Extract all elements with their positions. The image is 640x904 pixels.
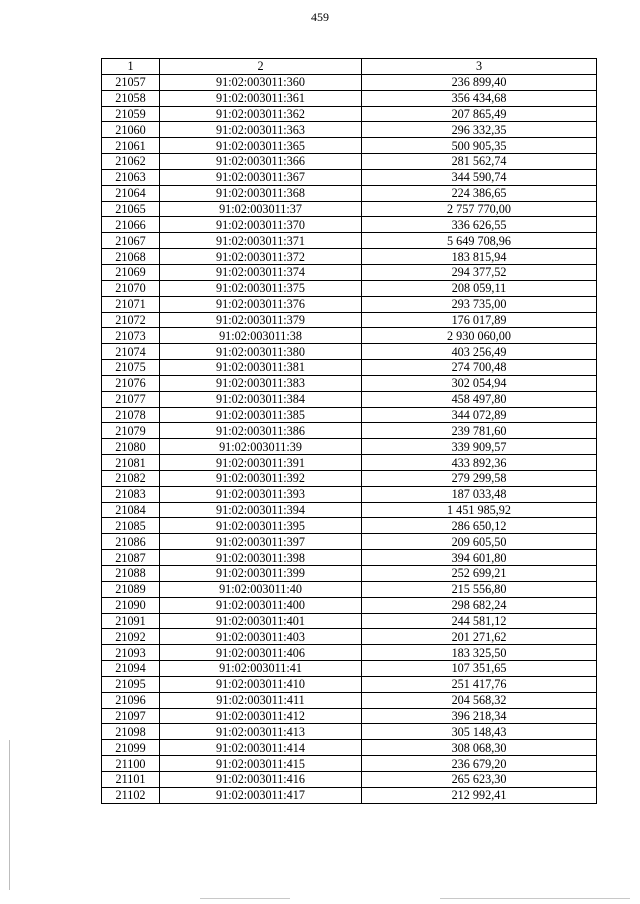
cadastral-value-cell: 215 556,80: [362, 581, 597, 597]
table-row: [102, 534, 597, 550]
table-row: [102, 249, 597, 265]
cadastral-value-cell: 207 865,49: [362, 106, 597, 122]
table-row: [102, 360, 597, 376]
cadastral-number-cell: 91:02:003011:383: [160, 375, 362, 391]
cadastral-number-cell: 91:02:003011:37: [160, 201, 362, 217]
row-number-cell: 21091: [102, 613, 160, 629]
cadastral-value-cell: 208 059,11: [362, 280, 597, 296]
cadastral-number-cell: 91:02:003011:380: [160, 344, 362, 360]
cadastral-number-cell: 91:02:003011:413: [160, 724, 362, 740]
cadastral-value-cell: 2 930 060,00: [362, 328, 597, 344]
row-number-cell: 21096: [102, 692, 160, 708]
cadastral-number-cell: 91:02:003011:386: [160, 423, 362, 439]
table-row: [102, 138, 597, 154]
row-number-cell: 21071: [102, 296, 160, 312]
cadastral-number-cell: 91:02:003011:381: [160, 360, 362, 376]
table-row: [102, 708, 597, 724]
cadastral-value-cell: 251 417,76: [362, 676, 597, 692]
cadastral-number-cell: 91:02:003011:363: [160, 122, 362, 138]
cadastral-value-cell: 294 377,52: [362, 264, 597, 280]
cadastral-value-cell: 183 815,94: [362, 249, 597, 265]
cadastral-value-cell: 236 899,40: [362, 74, 597, 90]
cadastral-value-cell: 344 072,89: [362, 407, 597, 423]
table-row: [102, 169, 597, 185]
cadastral-number-cell: 91:02:003011:372: [160, 249, 362, 265]
row-number-cell: 21083: [102, 486, 160, 502]
table-row: [102, 740, 597, 756]
cadastral-value-cell: 209 605,50: [362, 534, 597, 550]
cadastral-value-cell: 298 682,24: [362, 597, 597, 613]
table-row: [102, 312, 597, 328]
column-header-2: 2: [160, 59, 362, 75]
table-row: [102, 756, 597, 772]
cadastral-value-cell: 201 271,62: [362, 629, 597, 645]
cadastral-value-cell: 396 218,34: [362, 708, 597, 724]
table-row: [102, 201, 597, 217]
cadastral-value-cell: 356 434,68: [362, 90, 597, 106]
cadastral-value-cell: 1 451 985,92: [362, 502, 597, 518]
cadastral-number-cell: 91:02:003011:362: [160, 106, 362, 122]
cadastral-number-cell: 91:02:003011:406: [160, 645, 362, 661]
row-number-cell: 21084: [102, 502, 160, 518]
row-number-cell: 21077: [102, 391, 160, 407]
cadastral-value-table: [101, 58, 597, 804]
cadastral-value-cell: 252 699,21: [362, 566, 597, 582]
cadastral-value-cell: 5 649 708,96: [362, 233, 597, 249]
table-row: [102, 106, 597, 122]
row-number-cell: 21101: [102, 771, 160, 787]
table-row: [102, 692, 597, 708]
cadastral-value-cell: 433 892,36: [362, 455, 597, 471]
cadastral-number-cell: 91:02:003011:38: [160, 328, 362, 344]
table-row: [102, 217, 597, 233]
row-number-cell: 21067: [102, 233, 160, 249]
column-header-1: 1: [102, 59, 160, 75]
table-row: [102, 550, 597, 566]
table-row: [102, 470, 597, 486]
cadastral-number-cell: 91:02:003011:40: [160, 581, 362, 597]
table-row: [102, 90, 597, 106]
cadastral-value-cell: 296 332,35: [362, 122, 597, 138]
table-row: [102, 771, 597, 787]
cadastral-value-cell: 458 497,80: [362, 391, 597, 407]
row-number-cell: 21094: [102, 661, 160, 677]
cadastral-number-cell: 91:02:003011:361: [160, 90, 362, 106]
cadastral-number-cell: 91:02:003011:368: [160, 185, 362, 201]
cadastral-value-cell: 403 256,49: [362, 344, 597, 360]
cadastral-number-cell: 91:02:003011:375: [160, 280, 362, 296]
table-row: [102, 518, 597, 534]
cadastral-value-cell: 281 562,74: [362, 154, 597, 170]
cadastral-number-cell: 91:02:003011:394: [160, 502, 362, 518]
cadastral-value-cell: 336 626,55: [362, 217, 597, 233]
row-number-cell: 21070: [102, 280, 160, 296]
row-number-cell: 21090: [102, 597, 160, 613]
row-number-cell: 21068: [102, 249, 160, 265]
cadastral-number-cell: 91:02:003011:385: [160, 407, 362, 423]
row-number-cell: 21063: [102, 169, 160, 185]
row-number-cell: 21085: [102, 518, 160, 534]
cadastral-value-cell: 244 581,12: [362, 613, 597, 629]
cadastral-value-cell: 274 700,48: [362, 360, 597, 376]
row-number-cell: 21081: [102, 455, 160, 471]
page-number: 459: [311, 10, 329, 24]
cadastral-number-cell: 91:02:003011:411: [160, 692, 362, 708]
scan-edge-mark: [9, 740, 10, 890]
table-row: [102, 375, 597, 391]
cadastral-value-cell: 344 590,74: [362, 169, 597, 185]
table-row: [102, 328, 597, 344]
row-number-cell: 21065: [102, 201, 160, 217]
cadastral-number-cell: 91:02:003011:360: [160, 74, 362, 90]
row-number-cell: 21058: [102, 90, 160, 106]
cadastral-value-cell: 2 757 770,00: [362, 201, 597, 217]
row-number-cell: 21080: [102, 439, 160, 455]
row-number-cell: 21095: [102, 676, 160, 692]
table-row: [102, 407, 597, 423]
row-number-cell: 21079: [102, 423, 160, 439]
cadastral-number-cell: 91:02:003011:367: [160, 169, 362, 185]
cadastral-number-cell: 91:02:003011:399: [160, 566, 362, 582]
row-number-cell: 21072: [102, 312, 160, 328]
cadastral-number-cell: 91:02:003011:398: [160, 550, 362, 566]
cadastral-number-cell: 91:02:003011:414: [160, 740, 362, 756]
cadastral-number-cell: 91:02:003011:400: [160, 597, 362, 613]
cadastral-number-cell: 91:02:003011:365: [160, 138, 362, 154]
table-row: [102, 724, 597, 740]
row-number-cell: 21073: [102, 328, 160, 344]
cadastral-value-cell: 187 033,48: [362, 486, 597, 502]
table-row: [102, 566, 597, 582]
table-row: [102, 486, 597, 502]
cadastral-value-cell: 176 017,89: [362, 312, 597, 328]
row-number-cell: 21069: [102, 264, 160, 280]
table-row: [102, 264, 597, 280]
table-row: [102, 581, 597, 597]
cadastral-value-cell: 279 299,58: [362, 470, 597, 486]
cadastral-number-cell: 91:02:003011:384: [160, 391, 362, 407]
row-number-cell: 21097: [102, 708, 160, 724]
row-number-cell: 21089: [102, 581, 160, 597]
cadastral-number-cell: 91:02:003011:412: [160, 708, 362, 724]
column-header-3: 3: [362, 59, 597, 75]
cadastral-number-cell: 91:02:003011:417: [160, 787, 362, 803]
cadastral-number-cell: 91:02:003011:376: [160, 296, 362, 312]
row-number-cell: 21060: [102, 122, 160, 138]
cadastral-value-cell: 212 992,41: [362, 787, 597, 803]
table-row: [102, 502, 597, 518]
table-row: [102, 613, 597, 629]
scan-bottom-rule: [440, 898, 630, 899]
cadastral-number-cell: 91:02:003011:416: [160, 771, 362, 787]
table-row: [102, 676, 597, 692]
cadastral-number-cell: 91:02:003011:371: [160, 233, 362, 249]
cadastral-number-cell: 91:02:003011:397: [160, 534, 362, 550]
row-number-cell: 21057: [102, 74, 160, 90]
table-row: [102, 280, 597, 296]
cadastral-number-cell: 91:02:003011:374: [160, 264, 362, 280]
cadastral-number-cell: 91:02:003011:366: [160, 154, 362, 170]
row-number-cell: 21075: [102, 360, 160, 376]
cadastral-value-cell: 239 781,60: [362, 423, 597, 439]
table-row: [102, 597, 597, 613]
row-number-cell: 21082: [102, 470, 160, 486]
table-row: [102, 661, 597, 677]
cadastral-value-cell: 107 351,65: [362, 661, 597, 677]
row-number-cell: 21061: [102, 138, 160, 154]
table-row: [102, 629, 597, 645]
table-row: [102, 185, 597, 201]
cadastral-number-cell: 91:02:003011:379: [160, 312, 362, 328]
cadastral-number-cell: 91:02:003011:415: [160, 756, 362, 772]
row-number-cell: 21099: [102, 740, 160, 756]
cadastral-value-cell: 224 386,65: [362, 185, 597, 201]
table-row: [102, 154, 597, 170]
cadastral-number-cell: 91:02:003011:391: [160, 455, 362, 471]
cadastral-number-cell: 91:02:003011:403: [160, 629, 362, 645]
table-row: [102, 296, 597, 312]
table-header-row: [102, 59, 597, 75]
cadastral-number-cell: 91:02:003011:39: [160, 439, 362, 455]
table-row: [102, 455, 597, 471]
cadastral-number-cell: 91:02:003011:41: [160, 661, 362, 677]
table-row: [102, 423, 597, 439]
table-row: [102, 787, 597, 803]
table-row: [102, 439, 597, 455]
cadastral-number-cell: 91:02:003011:370: [160, 217, 362, 233]
table-row: [102, 233, 597, 249]
table-row: [102, 344, 597, 360]
cadastral-number-cell: 91:02:003011:395: [160, 518, 362, 534]
cadastral-value-cell: 500 905,35: [362, 138, 597, 154]
row-number-cell: 21087: [102, 550, 160, 566]
cadastral-value-cell: 293 735,00: [362, 296, 597, 312]
row-number-cell: 21064: [102, 185, 160, 201]
row-number-cell: 21092: [102, 629, 160, 645]
cadastral-number-cell: 91:02:003011:401: [160, 613, 362, 629]
cadastral-value-cell: 286 650,12: [362, 518, 597, 534]
row-number-cell: 21059: [102, 106, 160, 122]
cadastral-number-cell: 91:02:003011:393: [160, 486, 362, 502]
row-number-cell: 21093: [102, 645, 160, 661]
row-number-cell: 21062: [102, 154, 160, 170]
row-number-cell: 21078: [102, 407, 160, 423]
cadastral-value-cell: 204 568,32: [362, 692, 597, 708]
row-number-cell: 21100: [102, 756, 160, 772]
cadastral-value-cell: 265 623,30: [362, 771, 597, 787]
row-number-cell: 21086: [102, 534, 160, 550]
cadastral-value-cell: 183 325,50: [362, 645, 597, 661]
cadastral-value-cell: 308 068,30: [362, 740, 597, 756]
table-row: [102, 122, 597, 138]
table-row: [102, 74, 597, 90]
row-number-cell: 21102: [102, 787, 160, 803]
scan-bottom-rule: [200, 898, 290, 899]
cadastral-value-cell: 236 679,20: [362, 756, 597, 772]
cadastral-value-cell: 339 909,57: [362, 439, 597, 455]
table-row: [102, 645, 597, 661]
cadastral-value-cell: 305 148,43: [362, 724, 597, 740]
cadastral-number-cell: 91:02:003011:410: [160, 676, 362, 692]
cadastral-number-cell: 91:02:003011:392: [160, 470, 362, 486]
table-row: [102, 391, 597, 407]
cadastral-value-cell: 302 054,94: [362, 375, 597, 391]
table-body: [102, 74, 597, 803]
row-number-cell: 21098: [102, 724, 160, 740]
row-number-cell: 21066: [102, 217, 160, 233]
cadastral-value-cell: 394 601,80: [362, 550, 597, 566]
row-number-cell: 21074: [102, 344, 160, 360]
row-number-cell: 21088: [102, 566, 160, 582]
row-number-cell: 21076: [102, 375, 160, 391]
